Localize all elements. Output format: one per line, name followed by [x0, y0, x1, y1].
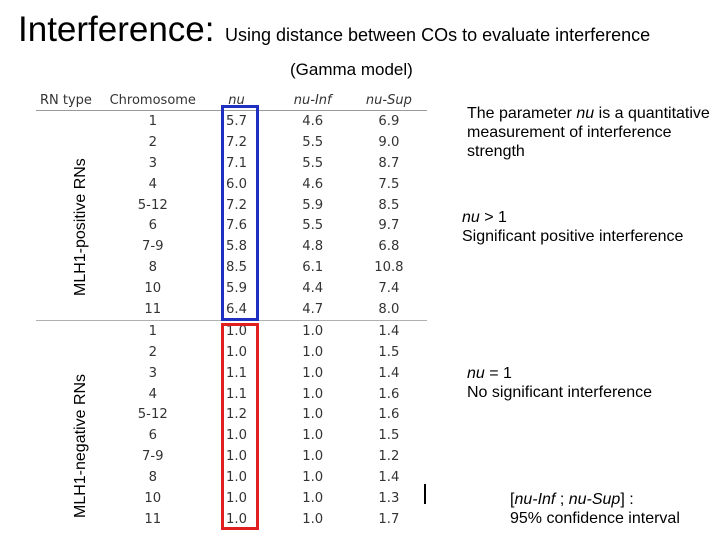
- nu-negative-highlight-box: [221, 323, 259, 530]
- note3-op: = 1: [484, 365, 512, 382]
- cell-nu-sup: 7.4: [378, 281, 400, 297]
- cell-nu: 7.6: [226, 218, 248, 234]
- cell-chromosome: 8: [148, 260, 157, 276]
- header-rn-type: RN type: [36, 90, 107, 111]
- note-confidence-interval: [510, 490, 680, 528]
- cell-nu-inf: 1.0: [302, 511, 324, 527]
- cell-nu: 6.0: [226, 176, 248, 192]
- cell-nu: 1.1: [226, 386, 248, 402]
- cell-chromosome: 4: [148, 176, 157, 192]
- cell-nu-inf: 1.0: [302, 386, 324, 402]
- note-positive: [462, 208, 720, 246]
- cell-chromosome: 11: [144, 511, 162, 527]
- cell-nu-sup: 8.7: [378, 155, 400, 171]
- cell-nu: 5.9: [226, 281, 248, 297]
- cell-nu: 7.1: [226, 155, 248, 171]
- cell-nu-inf: 1.0: [275, 320, 351, 341]
- header-nu-inf: nu-Inf: [275, 90, 351, 111]
- note1-suffix: is a quantitative measurement of interference strength: [467, 105, 710, 160]
- cell-chromosome: 2: [148, 134, 157, 150]
- cell-nu-inf: 5.5: [302, 218, 324, 234]
- header-nu-sup: nu-Sup: [351, 90, 427, 111]
- divider-mark: [424, 484, 426, 504]
- cell-nu: 1.2: [226, 407, 248, 423]
- cell-chromosome: 1: [148, 113, 157, 129]
- cell-nu-sup: 1.4: [378, 470, 400, 486]
- cell-nu-inf: 1.0: [302, 470, 324, 486]
- note2-text: Significant positive interference: [462, 228, 684, 245]
- cell-nu-sup: 9.7: [378, 218, 400, 234]
- cell-nu-inf: 5.9: [302, 197, 324, 213]
- subtitle: (Gamma model): [290, 60, 413, 79]
- cell-nu-sup: 1.5: [378, 344, 400, 360]
- cell-nu-inf: 1.0: [302, 428, 324, 444]
- cell-nu-sup: 1.4: [351, 320, 427, 341]
- cell-nu: 1.0: [226, 344, 248, 360]
- cell-nu-sup: 1.6: [378, 407, 400, 423]
- cell-nu-sup: 1.3: [378, 490, 400, 506]
- cell-chromosome: 7-9: [142, 239, 164, 255]
- note2-nu: nu: [462, 209, 480, 226]
- cell-nu: 7.2: [226, 134, 248, 150]
- nu-positive-highlight-box: [221, 105, 259, 321]
- cell-nu-sup: 9.0: [378, 134, 400, 150]
- cell-nu-sup: 1.4: [378, 365, 400, 381]
- cell-nu-inf: 4.8: [302, 239, 324, 255]
- cell-nu-sup: 6.9: [378, 113, 400, 129]
- note4-sep: ;: [555, 491, 569, 508]
- cell-nu-sup: 8.0: [378, 301, 400, 317]
- cell-nu: 1.1: [226, 365, 248, 381]
- group-label-positive: MLH1-positive RNs: [72, 158, 89, 296]
- cell-nu-sup: 1.7: [378, 511, 400, 527]
- cell-nu-inf: 4.7: [302, 301, 324, 317]
- cell-rn-type: [36, 299, 107, 320]
- note1-prefix: The parameter: [467, 105, 577, 122]
- cell-rn-type: [36, 132, 107, 153]
- cell-rn-type: [36, 342, 107, 363]
- note1-nu: nu: [576, 105, 595, 122]
- cell-nu: 1.0: [226, 511, 248, 527]
- cell-rn-type: [36, 320, 107, 341]
- note4-nu-sup: nu-Sup: [568, 491, 621, 508]
- note2-op: > 1: [479, 209, 507, 226]
- cell-chromosome: 5-12: [137, 407, 168, 423]
- cell-nu-sup: 7.5: [378, 176, 400, 192]
- title-sub: Using distance between COs to evaluate interference: [224, 25, 651, 45]
- cell-nu-inf: 4.4: [302, 281, 324, 297]
- cell-nu-sup: 1.6: [378, 386, 400, 402]
- cell-nu-inf: 1.0: [302, 365, 324, 381]
- note3-nu: nu: [467, 365, 485, 382]
- header-chromosome: Chromosome: [107, 90, 198, 111]
- cell-chromosome: 4: [148, 386, 157, 402]
- cell-chromosome: 5-12: [137, 197, 168, 213]
- slide-title: [18, 10, 650, 50]
- cell-nu-inf: 6.1: [302, 260, 324, 276]
- cell-nu-sup: 8.5: [378, 197, 400, 213]
- cell-chromosome: 3: [148, 155, 157, 171]
- note3-text: No significant interference: [467, 384, 652, 401]
- note-nu-definition: [467, 104, 720, 161]
- cell-rn-type: [36, 111, 107, 132]
- cell-chromosome: 8: [148, 470, 157, 486]
- header-nu: nu: [198, 90, 274, 111]
- cell-nu: 8.5: [226, 260, 248, 276]
- cell-chromosome: 6: [148, 218, 157, 234]
- note4-text: 95% confidence interval: [510, 510, 680, 527]
- cell-chromosome: 3: [148, 365, 157, 381]
- cell-nu: 5.7: [226, 113, 248, 129]
- cell-nu: 6.4: [226, 301, 248, 317]
- cell-nu-sup: 1.5: [378, 428, 400, 444]
- note4-close: ] :: [620, 491, 634, 508]
- cell-nu: 1.0: [226, 490, 248, 506]
- cell-nu-sup: 10.8: [374, 260, 404, 276]
- note4-open: [: [510, 491, 515, 508]
- note4-nu-inf: nu-Inf: [514, 491, 556, 508]
- cell-nu-sup: 6.8: [378, 239, 400, 255]
- cell-nu-inf: 5.5: [302, 155, 324, 171]
- cell-nu-inf: 5.5: [302, 134, 324, 150]
- cell-nu: 1.0: [226, 428, 248, 444]
- title-main: Interference:: [18, 10, 215, 49]
- cell-chromosome: 10: [144, 281, 162, 297]
- cell-nu-inf: 4.6: [302, 176, 324, 192]
- cell-chromosome: 11: [144, 301, 162, 317]
- cell-nu: 1.0: [226, 449, 248, 465]
- cell-nu-sup: 1.2: [378, 449, 400, 465]
- cell-nu: 7.2: [226, 197, 248, 213]
- cell-nu-inf: 4.6: [302, 113, 324, 129]
- cell-chromosome: 6: [148, 428, 157, 444]
- cell-nu: 1.0: [226, 470, 248, 486]
- cell-chromosome: 10: [144, 490, 162, 506]
- cell-nu-inf: 1.0: [302, 449, 324, 465]
- cell-chromosome: 7-9: [142, 449, 164, 465]
- group-label-negative: MLH1-negative RNs: [72, 373, 89, 518]
- cell-nu-inf: 1.0: [302, 490, 324, 506]
- note-none: [467, 364, 652, 402]
- cell-nu-inf: 1.0: [302, 344, 324, 360]
- cell-chromosome: 2: [148, 344, 157, 360]
- cell-nu: 5.8: [226, 239, 248, 255]
- cell-nu-inf: 1.0: [302, 407, 324, 423]
- cell-chromosome: 1: [107, 320, 198, 341]
- cell-nu: 1.0: [198, 320, 274, 341]
